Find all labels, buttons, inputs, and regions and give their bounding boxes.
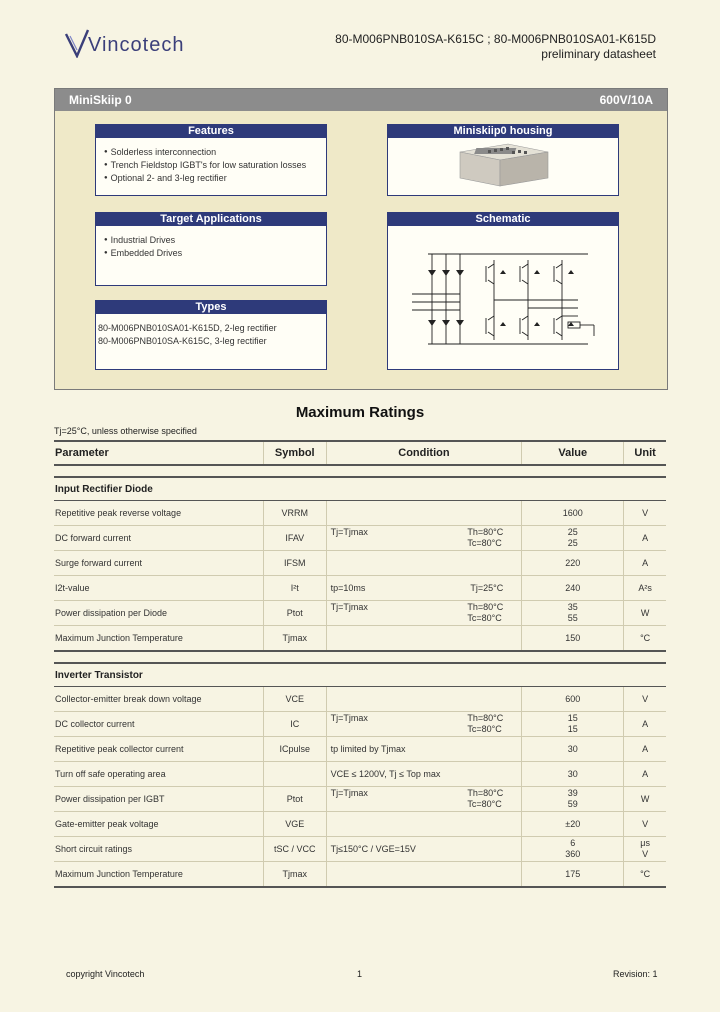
value-line: 240	[565, 582, 581, 593]
value-cell	[522, 501, 624, 526]
symbol-cell: Ptot	[263, 601, 326, 626]
parameter-cell: DC forward current	[54, 526, 263, 551]
parameter-cell: Power dissipation per Diode	[54, 601, 263, 626]
housing-title: Miniskiip0 housing	[388, 125, 618, 138]
table-row	[54, 526, 666, 551]
condition-content	[327, 713, 522, 735]
symbol-cell: I²t	[263, 576, 326, 601]
module-housing-image	[388, 138, 618, 194]
unit-cell	[624, 712, 666, 737]
unit-line: W	[640, 793, 650, 804]
value-cell	[522, 626, 624, 652]
condition-content	[327, 744, 522, 755]
condition-temps	[467, 602, 503, 624]
condition-cell	[326, 526, 522, 551]
column-header: Parameter	[54, 441, 263, 465]
condition-temp: Tc=80°C	[467, 613, 502, 623]
condition-cell	[326, 687, 522, 712]
types-box	[95, 300, 327, 370]
parameter-cell: Maximum Junction Temperature	[54, 862, 263, 888]
value-line: 15	[567, 713, 578, 723]
condition-cell	[326, 787, 522, 812]
parameter-cell: Surge forward current	[54, 551, 263, 576]
condition-cell	[326, 812, 522, 837]
table-row	[54, 601, 666, 626]
condition-main: Tj=Tjmax	[330, 788, 368, 798]
condition-temps	[467, 788, 503, 810]
condition-main: Tj=Tjmax	[330, 713, 368, 723]
type-item: 80-M006PNB010SA01-K615D, 2-leg rectifier	[98, 323, 277, 333]
condition-content	[327, 602, 522, 624]
unit-cell	[624, 551, 666, 576]
unit-cell	[624, 601, 666, 626]
target-applications-box	[95, 212, 327, 286]
value-cell	[522, 862, 624, 888]
table-row	[54, 551, 666, 576]
condition-cell	[326, 762, 522, 787]
condition-cell	[326, 576, 522, 601]
value-line: 1600	[562, 507, 583, 518]
circuit-schematic	[388, 226, 618, 366]
application-item: ● Embedded Drives	[104, 247, 326, 260]
value-cell	[522, 687, 624, 712]
table-row	[54, 626, 666, 652]
value-line: 175	[565, 868, 581, 879]
condition-temp: Tc=80°C	[467, 538, 502, 548]
conditions-note: Tj=25°C, unless otherwise specified	[54, 426, 197, 436]
value-line: 59	[567, 799, 578, 809]
symbol-cell: Tjmax	[263, 626, 326, 652]
condition-content	[327, 527, 522, 549]
value-cell	[522, 812, 624, 837]
table-row	[54, 837, 666, 862]
value-cell	[522, 762, 624, 787]
parameter-cell: Power dissipation per IGBT	[54, 787, 263, 812]
unit-cell	[624, 626, 666, 652]
parameter-cell: Turn off safe operating area	[54, 762, 263, 787]
value-line: 55	[567, 613, 578, 623]
value-line: 30	[567, 768, 578, 779]
condition-cell	[326, 837, 522, 862]
parameter-cell: I2t-value	[54, 576, 263, 601]
unit-line: V	[642, 818, 649, 829]
condition-temp: Tj=25°C	[470, 582, 504, 593]
condition-temps	[467, 527, 503, 549]
features-box	[95, 124, 327, 196]
condition-content	[327, 844, 522, 855]
product-family: MiniSkiip 0	[69, 93, 132, 107]
table-row	[54, 812, 666, 837]
column-header: Value	[522, 441, 624, 465]
condition-cell	[326, 862, 522, 888]
condition-main: Tj≤150°C / VGE=15V	[330, 843, 416, 854]
condition-main: Tj=Tjmax	[330, 602, 368, 612]
condition-content	[327, 788, 522, 810]
condition-main: tp limited by Tjmax	[330, 743, 406, 754]
parameter-cell: Repetitive peak collector current	[54, 737, 263, 762]
table-row	[54, 712, 666, 737]
condition-temp: Th=80°C	[467, 527, 504, 537]
symbol-cell	[263, 762, 326, 787]
parameter-cell: Maximum Junction Temperature	[54, 626, 263, 652]
table-row	[54, 737, 666, 762]
section-label: Inverter Transistor	[54, 663, 666, 687]
condition-temps	[470, 583, 503, 594]
condition-main: Tj=Tjmax	[330, 527, 368, 537]
unit-line: V	[642, 507, 649, 518]
condition-temp: Th=80°C	[467, 713, 504, 723]
unit-line: A	[642, 532, 649, 543]
unit-line: W	[640, 607, 650, 618]
schematic-box	[387, 212, 619, 370]
unit-cell	[624, 812, 666, 837]
value-line: 15	[567, 724, 578, 734]
symbol-cell: Ptot	[263, 787, 326, 812]
schematic-title: Schematic	[388, 213, 618, 226]
unit-line: A	[642, 718, 649, 729]
table-row	[54, 762, 666, 787]
footer-copyright: copyright Vincotech	[66, 969, 145, 979]
section-header-row	[54, 663, 666, 687]
unit-cell	[624, 737, 666, 762]
application-item: ● Industrial Drives	[104, 234, 326, 247]
symbol-cell: VRRM	[263, 501, 326, 526]
value-cell	[522, 551, 624, 576]
parameter-cell: Repetitive peak reverse voltage	[54, 501, 263, 526]
document-header	[335, 32, 656, 62]
value-cell	[522, 712, 624, 737]
document-type: preliminary datasheet	[541, 47, 656, 61]
parameter-cell: Gate-emitter peak voltage	[54, 812, 263, 837]
features-title: Features	[96, 125, 326, 138]
column-header: Condition	[326, 441, 522, 465]
table-row	[54, 687, 666, 712]
unit-line: °C	[640, 868, 651, 879]
table-row	[54, 862, 666, 888]
product-rating: 600V/10A	[599, 93, 653, 107]
unit-cell	[624, 576, 666, 601]
value-line: 25	[567, 527, 578, 537]
footer-page-number: 1	[357, 969, 363, 979]
unit-cell	[624, 762, 666, 787]
vincotech-logo-icon	[64, 28, 90, 58]
condition-content	[327, 769, 522, 780]
table-row	[54, 787, 666, 812]
footer-revision: Revision: 1	[613, 969, 658, 979]
unit-line: μs	[640, 838, 650, 848]
value-line: 35	[567, 602, 578, 612]
value-line: 150	[565, 632, 581, 643]
value-cell	[522, 787, 624, 812]
section-label: Input Rectifier Diode	[54, 477, 666, 501]
unit-line: A²s	[638, 582, 652, 593]
symbol-cell: VCE	[263, 687, 326, 712]
unit-cell	[624, 526, 666, 551]
column-header: Unit	[624, 441, 666, 465]
condition-cell	[326, 626, 522, 652]
symbol-cell: VGE	[263, 812, 326, 837]
types-title: Types	[96, 301, 326, 314]
unit-line: V	[642, 849, 649, 859]
value-cell	[522, 737, 624, 762]
condition-cell	[326, 712, 522, 737]
product-overview-panel	[54, 88, 668, 390]
housing-box	[387, 124, 619, 196]
maximum-ratings-table	[54, 440, 666, 888]
condition-temps	[467, 713, 503, 735]
condition-main: VCE ≤ 1200V, Tj ≤ Top max	[330, 768, 441, 779]
value-cell	[522, 576, 624, 601]
symbol-cell: IC	[263, 712, 326, 737]
feature-item: ● Optional 2- and 3-leg rectifier	[104, 172, 326, 185]
unit-cell	[624, 787, 666, 812]
column-header: Symbol	[263, 441, 326, 465]
table-row	[54, 576, 666, 601]
symbol-cell: IFAV	[263, 526, 326, 551]
condition-content	[327, 583, 522, 594]
condition-main: tp=10ms	[330, 582, 366, 593]
value-line: 30	[567, 743, 578, 754]
company-logo-text: Vincotech	[88, 34, 185, 56]
unit-cell	[624, 862, 666, 888]
symbol-cell: ICpulse	[263, 737, 326, 762]
section-title: Maximum Ratings	[295, 404, 425, 421]
parameter-cell: Collector-emitter break down voltage	[54, 687, 263, 712]
value-line: 600	[565, 693, 581, 704]
value-cell	[522, 526, 624, 551]
unit-line: A	[642, 768, 649, 779]
condition-temp: Tc=80°C	[467, 724, 502, 734]
table-header-row	[54, 441, 666, 465]
parameter-cell: DC collector current	[54, 712, 263, 737]
condition-temp: Tc=80°C	[467, 799, 502, 809]
condition-temp: Th=80°C	[467, 602, 504, 612]
symbol-cell: Tjmax	[263, 862, 326, 888]
condition-cell	[326, 551, 522, 576]
unit-line: °C	[640, 632, 651, 643]
symbol-cell: tSC / VCC	[263, 837, 326, 862]
value-line: 25	[567, 538, 578, 548]
section-header-row	[54, 477, 666, 501]
applications-title: Target Applications	[96, 213, 326, 226]
feature-item: ● Solderless interconnection	[104, 146, 326, 159]
type-item: 80-M006PNB010SA-K615C, 3-leg rectifier	[98, 336, 267, 346]
unit-cell	[624, 501, 666, 526]
condition-cell	[326, 601, 522, 626]
value-line: 220	[565, 557, 581, 568]
condition-cell	[326, 501, 522, 526]
symbol-cell: IFSM	[263, 551, 326, 576]
unit-line: A	[642, 557, 649, 568]
value-cell	[522, 601, 624, 626]
parameter-cell: Short circuit ratings	[54, 837, 263, 862]
value-line: 6	[570, 838, 576, 848]
value-cell	[522, 837, 624, 862]
feature-item: ● Trench Fieldstop IGBT's for low saturation losses	[104, 159, 326, 172]
unit-cell	[624, 687, 666, 712]
value-line: 360	[565, 849, 581, 859]
condition-cell	[326, 737, 522, 762]
unit-line: V	[642, 693, 649, 704]
condition-temp: Th=80°C	[467, 788, 504, 798]
unit-line: A	[642, 743, 649, 754]
panel-title-bar	[55, 89, 667, 111]
table-row	[54, 501, 666, 526]
part-numbers: 80-M006PNB010SA-K615C ; 80-M006PNB010SA01-K615D	[335, 32, 656, 46]
unit-cell	[624, 837, 666, 862]
value-line: ±20	[565, 818, 581, 829]
value-line: 39	[567, 788, 578, 798]
